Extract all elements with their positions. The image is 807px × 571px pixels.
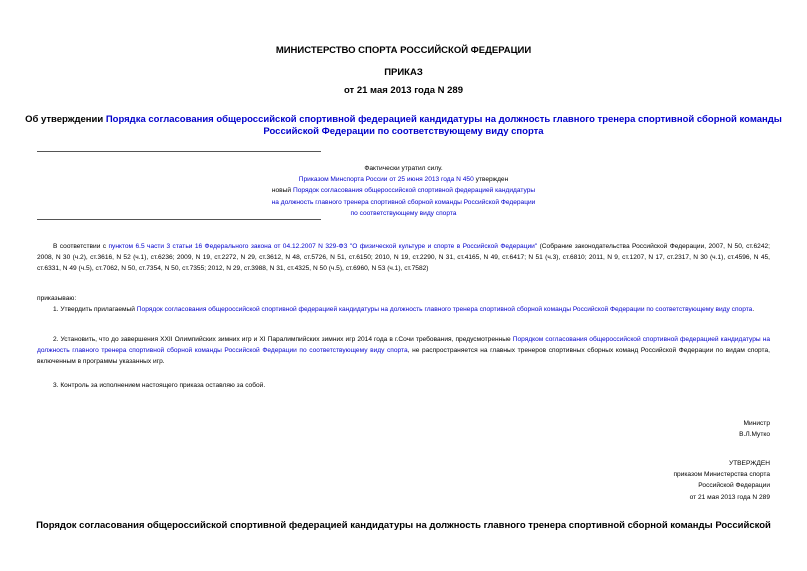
validity-notice [200,163,607,219]
notice-link-order450[interactable]: Приказом Минспорта России от 25 июня 2013 года N 450 [298,176,474,184]
notice-link-new-order[interactable]: Порядок согласования общероссийской спортивной федерацией кандидатуры [292,187,536,195]
item2-procedure-link[interactable]: Порядком согласования общероссийской спортивной федерацией кандидатуры на должность главного тренера спортивной сборной команды Российской Федерации по соответствующему виду спорта [37,336,771,355]
signature-block [600,418,770,440]
signature-position: Министр [743,420,770,427]
divider-bottom [37,219,321,220]
item2-text: 2. Установить, что до завершения XXII Олимпийских зимних игр и XI Паралимпийских зимних игр 2014 года в г.Сочи требования, предусмотренные [53,336,513,343]
approval-block [560,458,770,503]
document-title [20,114,787,137]
item1-procedure-link[interactable]: Порядок согласования общероссийской спортивной федерацией кандидатуры на должность главного тренера спортивной сборной команды Российской Федерации по соответствующему виду спорта [136,306,753,313]
notice-line3-text: новый [271,187,293,195]
approval-line1: УТВЕРЖДЕН [728,460,770,467]
intro-paragraph [37,241,770,275]
document-type: ПРИКАЗ [384,67,423,78]
title-link-continued[interactable]: Российской Федерации по соответствующему виду спорта [263,125,544,137]
item1-text: 1. Утвердить прилагаемый [53,306,137,313]
notice-line1: Фактически утратил силу. [364,165,443,172]
order-item-3: 3. Контроль за исполнением настоящего приказа оставляю за собой. [53,382,266,389]
title-link[interactable]: Порядка согласования общероссийской спортивной федерацией кандидатуры на должность главного тренера спортивной сборной команды [105,114,782,125]
intro-law-link[interactable]: пунктом 6.5 части 3 статьи 16 Федерального закона от 04.12.2007 N 329-ФЗ "О физической культуре и спорте в Российской Федерации" [108,243,538,250]
notice-link-new-order-cont[interactable]: на должность главного тренера спортивной сборной команды Российской Федерации [271,198,536,206]
ministry-title: МИНИСТЕРСТВО СПОРТА РОССИЙСКОЙ ФЕДЕРАЦИИ [275,45,532,56]
order-item-1 [37,304,770,315]
order-item-2 [37,334,770,368]
approval-line2: приказом Министерства спорта [673,471,770,479]
approval-line3: Российской Федерации [698,482,770,490]
intro-text2: (Собрание законодательства Российской Федерации, 2007, N 50, ст.6242; 2008, N 30 (ч.2), ст.3616, N 52 (ч.1), ст.6236; 2009, N 19, ст.2272, N 29, ст.3612, N 48, ст.5726, N 51, ст.6150; 2010, N 19, ст.2290, N 31, ст.4165, N 49, ст.6417; N 51 (ч.3), ст.6810; 2011, N 9, ст.1207, N 17, ст.2317, N 30 (ч.1), ст.4596, N 45, ст.6331, N 49 (ч.5), ст.7062, N 50, ст.7354, N 50, ст.7355; 2012, N 29, ст.3988, N 31, ст.4325, N 50 (ч.5), ст.6960, N 53 (ч.1), ст.7582) [37,243,771,273]
notice-link-new-order-end[interactable]: по соответствующему виду спорта [350,209,457,217]
divider-top [37,151,321,152]
item2-end: , не распространяется на главных тренеров спортивных сборных команд Российской Федерации по видам спорта, включенным в программы указанных игр. [37,347,770,366]
document-date-number: от 21 мая 2013 года N 289 [343,85,464,96]
notice-line2-text: утвержден [473,176,509,184]
item1-end: . [752,306,755,313]
signature-name: В.Л.Мутко [739,431,770,439]
approval-line4: от 21 мая 2013 года N 289 [689,493,770,501]
orders-label: приказываю: [37,295,77,302]
title-prefix: Об утверждении [25,114,106,125]
annex-title: Порядок согласования общероссийской спортивной федерацией кандидатуры на должность главного тренера спортивной сборной команды Российской [36,520,771,531]
intro-text1: В соответствии с [53,243,109,250]
